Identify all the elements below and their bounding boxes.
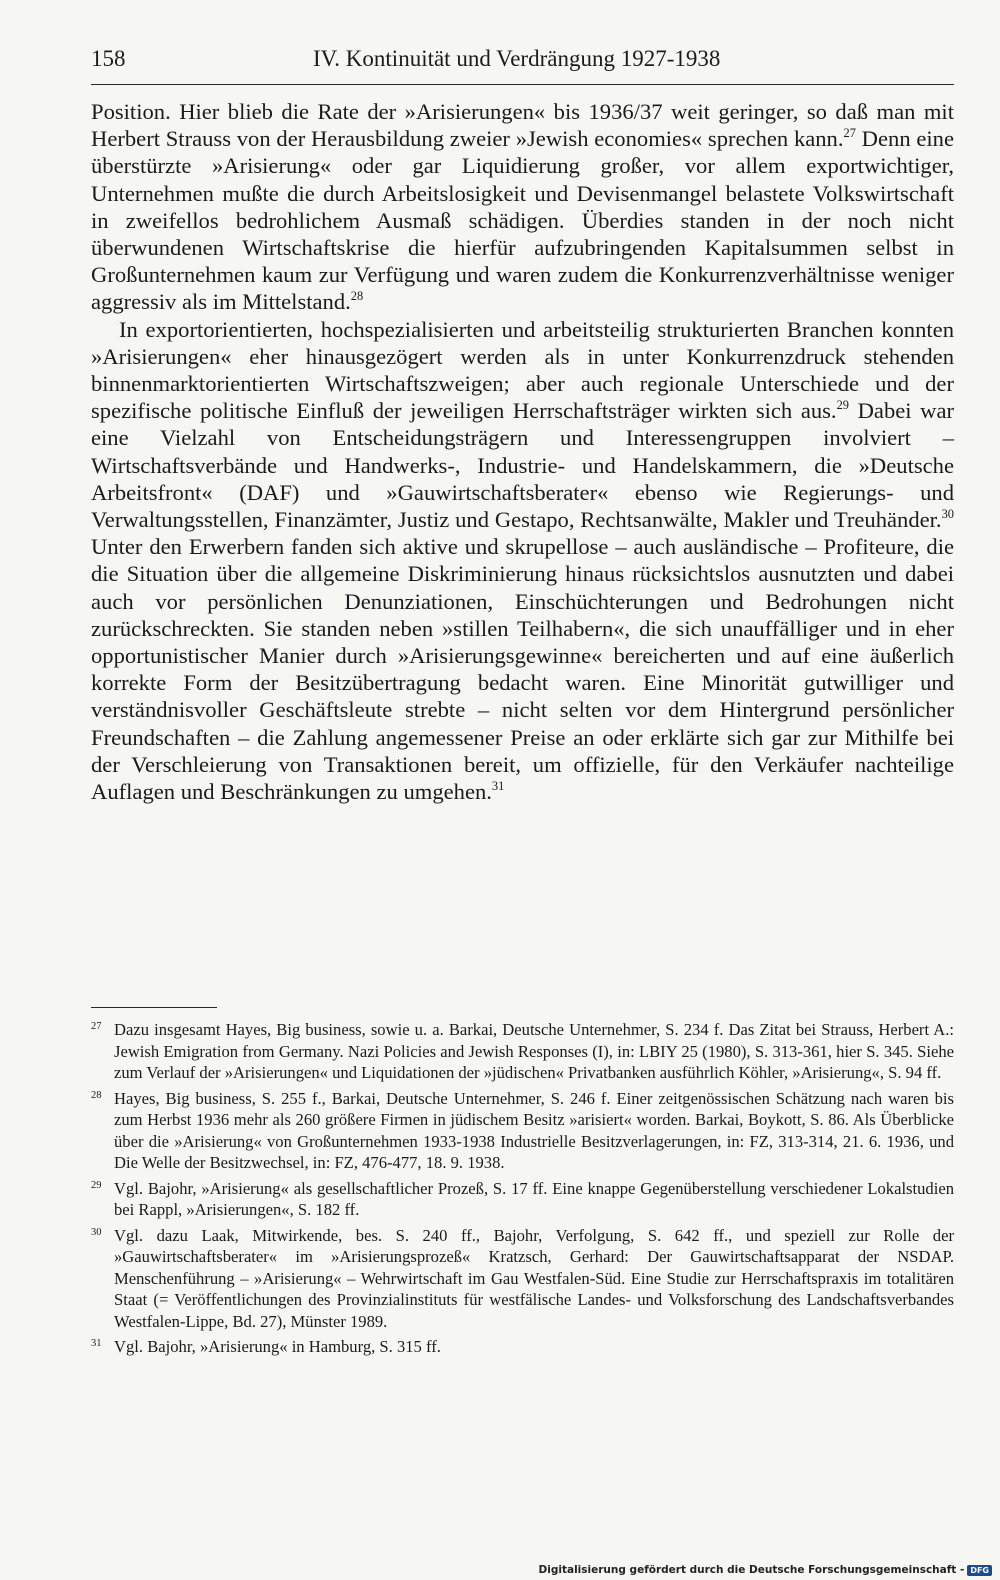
footnote-28 xyxy=(91,1088,954,1174)
footnote-text: Hayes, Big business, S. 255 f., Barkai, Deutsche Unternehmer, S. 246 f. Einer zeitgenössischen Schätzung nach waren bis zum Herbst 1936 mehr als 260 größere Firmen in jüdischem Besitz »arisiert« worden. Barkai, Boykott, S. 86. Als Überblicke über die »Arisierung« von Großunternehmen 1933-1938 Industrielle Besitzverlagerungen, in: FZ, 313-314, 21. 6. 1936, und Die Welle der Besitzwechsel, in: FZ, 476-477, 18. 9. 1938. xyxy=(114,1088,954,1172)
footnote-31 xyxy=(91,1336,954,1358)
footnote-number: 29 xyxy=(91,1179,102,1191)
footnote-ref-29: 29 xyxy=(836,397,850,412)
paragraph-1-part-a: Position. Hier blieb die Rate der »Arisierungen« bis 1936/37 weit geringer, so daß man mit Herbert Strauss von der Herausbildung zweier »Jewish economies« sprechen kann. xyxy=(91,99,954,152)
footnote-29 xyxy=(91,1178,954,1221)
paragraph-1-part-b: Denn eine überstürzte »Arisierung« oder gar Liquidierung großer, vor allem exportwichtiger, Unternehmen mußte die durch Arbeitslosigkeit und Devisenmangel belastete Volkswirtschaft in zweifellos bedrohlichem Ausmaß schädigen. Überdies standen in der noch nicht überwundenen Wirtschaftskrise die hierfür aufzubringenden Kapitalsummen selbst in Großunternehmen kaum zur Verfügung und waren zudem die Konkurrenzverhältnisse weniger aggressiv als im Mittelstand. xyxy=(91,126,954,315)
paragraph-2-part-b: Dabei war eine Vielzahl von Entscheidungsträgern und Interessengruppen involviert – Wirtschaftsverbände und Handwerks-, Industrie- und Handelskammern, die »Deutsche Arbeitsfront« (DAF) und »Gauwirtschaftsberater« ebenso wie Regierungs- und Verwaltungsstellen, Finanzämter, Justiz und Gestapo, Rechtsanwälte, Makler und Treuhänder. xyxy=(91,398,954,533)
footnote-27 xyxy=(91,1019,954,1084)
paragraph-1 xyxy=(91,98,954,316)
dfg-logo: DFG xyxy=(967,1565,992,1576)
footnote-text: Vgl. Bajohr, »Arisierung« als gesellschaftlicher Prozeß, S. 17 ff. Eine knappe Gegenüberstellung verschiedener Lokalstudien bei Rappl, »Arisierungen«, S. 182 ff. xyxy=(114,1178,954,1219)
digitization-credit xyxy=(539,1564,992,1576)
running-head-title: IV. Kontinuität und Verdrängung 1927-1938 xyxy=(313,46,721,71)
footnote-ref-27: 27 xyxy=(843,125,856,140)
footnote-number: 31 xyxy=(91,1338,102,1349)
footnote-30 xyxy=(91,1225,954,1333)
page-number: 158 xyxy=(91,46,126,71)
footnote-ref-31: 31 xyxy=(491,778,505,793)
footnotes xyxy=(91,1019,954,1362)
paragraph-2-part-a: In exportorientierten, hochspezialisierten und arbeitsteilig strukturierten Branchen konnten »Arisierungen« eher hinausgezögert werden als in unter Konkurrenzdruck stehenden binnenmarktorientierten Wirtschaftszweigen; aber auch regionale Unterschiede und der spezifische politische Einfluß der jeweiligen Herrschaftsträger wirkten sich aus. xyxy=(91,316,954,424)
footnote-text: Vgl. dazu Laak, Mitwirkende, bes. S. 240 ff., Bajohr, Verfolgung, S. 642 ff., und speziell zur Rolle der »Gauwirtschaftsberater« im »Arisierungsprozeß« Kratzsch, Gerhard: Der Gauwirtschaftsapparat der NSDAP. Menschenführung – »Arisierung« – Wehrwirtschaft im Gau Westfalen-Süd. Eine Studie zur Herrschaftspraxis im totalitären Staat (= Veröffentlichungen des Provinzialinstituts für westfälische Landes- und Volksforschung des Landschaftsverbandes Westfalen-Lippe, Bd. 27), Münster 1989. xyxy=(114,1225,954,1331)
paragraph-2 xyxy=(91,316,954,806)
main-text xyxy=(91,98,954,805)
footnote-text: Dazu insgesamt Hayes, Big business, sowie u. a. Barkai, Deutsche Unternehmer, S. 234 f. Das Zitat bei Strauss, Herbert A.: Jewish Emigration from Germany. Nazi Policies and Jewish Responses (I), in: LBIY 25 (1980), S. 313-361, hier S. 345. Siehe zum Verlauf der »Arisierungen« und Liquidationen der »jüdischen« Privatbanken ausführlich Köhler, »Arisierung«, S. 94 ff. xyxy=(114,1020,954,1082)
running-header xyxy=(91,44,954,85)
footnote-number: 30 xyxy=(91,1226,102,1238)
footnote-ref-28: 28 xyxy=(350,289,364,304)
digitization-credit-text: Digitalisierung gefördert durch die Deutsche Forschungsgemeinschaft - xyxy=(538,1564,965,1576)
footnote-ref-30: 30 xyxy=(941,506,954,521)
footnote-number: 28 xyxy=(91,1089,102,1101)
footnote-separator xyxy=(91,1007,217,1008)
footnote-text: Vgl. Bajohr, »Arisierung« in Hamburg, S. 315 ff. xyxy=(114,1337,441,1356)
paragraph-2-part-c: Unter den Erwerbern fanden sich aktive und skrupellose – auch ausländische – Profiteure, die die Situation über die allgemeine Diskriminierung hinaus rücksichtslos ausnutzten und dabei auch vor persönlichen Denunziationen, Einschüchterungen und Bedrohungen nicht zurückschreckten. Sie standen neben »stillen Teilhabern«, die sich unauffälliger und in eher opportunistischer Manier durch »Arisierungsgewinne« bereicherten und auf eine äußerlich korrekte Form der Besitzübertragung bedacht waren. Eine Minorität gutwilliger und verständnisvoller Geschäftsleute strebte – nicht selten vor dem Hintergrund persönlicher Freundschaften – die Zahlung angemessener Preise an oder erklärte sich gar zur Mithilfe bei der Verschleierung von Transaktionen bereit, um offizielle, für den Verkäufer nachteilige Auflagen und Beschränkungen zu umgehen. xyxy=(91,534,954,805)
footnote-number: 27 xyxy=(91,1021,102,1032)
